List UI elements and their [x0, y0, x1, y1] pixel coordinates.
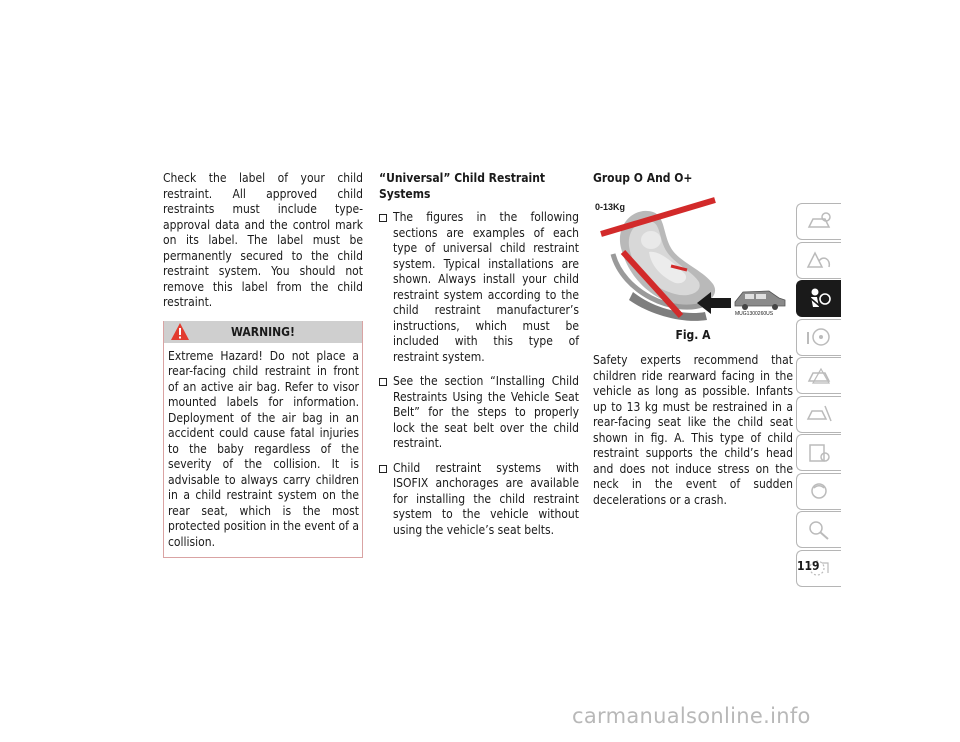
tab-emergency[interactable]	[796, 357, 841, 394]
column-right	[593, 171, 793, 508]
figure-code: MUG1300260US	[735, 310, 774, 317]
tab-multimedia[interactable]	[796, 473, 841, 510]
figure-infant-seat	[593, 196, 793, 328]
warning-header	[164, 321, 362, 343]
weight-label: 0-13Kg	[595, 201, 626, 212]
chapter-tabs	[796, 203, 842, 588]
section-heading-group: Group O And O+	[593, 171, 693, 185]
multimedia-icon	[805, 480, 833, 502]
specifications-icon	[805, 442, 833, 464]
warning-title: WARNING!	[231, 324, 295, 339]
body-paragraph: Safety experts recommend that children ride rearward facing in the vehicle as long as possible. Infants up to 13 kg must be restrained in a rear-facing seat like the child seat shown in fig. A. This type of child restraint supports the child’s head and does not induce stress on the neck in the event of sudden decelerations or a crash.	[593, 353, 793, 507]
bullet-square-icon	[379, 465, 387, 473]
tab-starting-driving[interactable]	[796, 319, 841, 356]
warning-text: Extreme Hazard! Do not place a rear-facing child restraint in front of an active air bag. Refer to visor mounted labels for information. Deployment of the air bag in an accident could cause fatal injuries to the baby regardless of the severity of the collision. It is advisable to always carry children in a child restraint system on the rear seat, which is the most protected position in the event of a collision.	[168, 348, 359, 549]
bullet-square-icon	[379, 214, 387, 222]
starting-driving-icon	[805, 326, 833, 348]
tab-dashboard-warning[interactable]	[796, 242, 841, 279]
bullet-list	[379, 210, 579, 538]
list-item: Child restraint systems with ISOFIX anchorages are available for installing the child restraint system to the vehicle without using the vehicle’s seat belts.	[379, 461, 579, 539]
tab-servicing[interactable]	[796, 396, 841, 433]
dashboard-warning-icon	[805, 249, 833, 271]
infant-seat-illustration	[593, 196, 793, 328]
safety-airbag-icon	[805, 287, 833, 311]
tab-index[interactable]	[796, 511, 841, 548]
vehicle-info-icon	[805, 211, 833, 233]
warning-triangle-icon	[170, 322, 190, 341]
emergency-icon	[805, 365, 833, 387]
intro-paragraph: Check the label of your child restraint. All approved child restraints must include type-approval data and the control mark on its label. The label must be permanently secured to the child restraint system. You should not remove this label from the child restraint.	[163, 171, 363, 309]
tab-specifications[interactable]	[796, 434, 841, 471]
column-middle	[379, 171, 579, 547]
list-item: See the section “Installing Child Restraints Using the Vehicle Seat Belt” for the steps to properly lock the seat belt over the child restraint.	[379, 374, 579, 452]
figure-caption: Fig. A	[675, 327, 711, 342]
servicing-icon	[805, 403, 833, 425]
tab-safety[interactable]	[796, 280, 841, 317]
section-heading-universal: “Universal” Child Restraint Systems	[379, 171, 546, 201]
bullet-square-icon	[379, 378, 387, 386]
page-number: 119	[797, 559, 820, 573]
list-item: The figures in the following sections are examples of each type of universal child restraint system. Typical installations are shown. Always install your child restraint system according to the child restraint manufacturer’s instructions, which must be included with this type of restraint system.	[379, 210, 579, 365]
tab-vehicle-info[interactable]	[796, 203, 841, 240]
watermark-text: carmanualsonline.info	[572, 704, 811, 728]
index-search-icon	[805, 519, 833, 541]
column-left	[163, 171, 363, 558]
warning-box	[163, 321, 363, 559]
